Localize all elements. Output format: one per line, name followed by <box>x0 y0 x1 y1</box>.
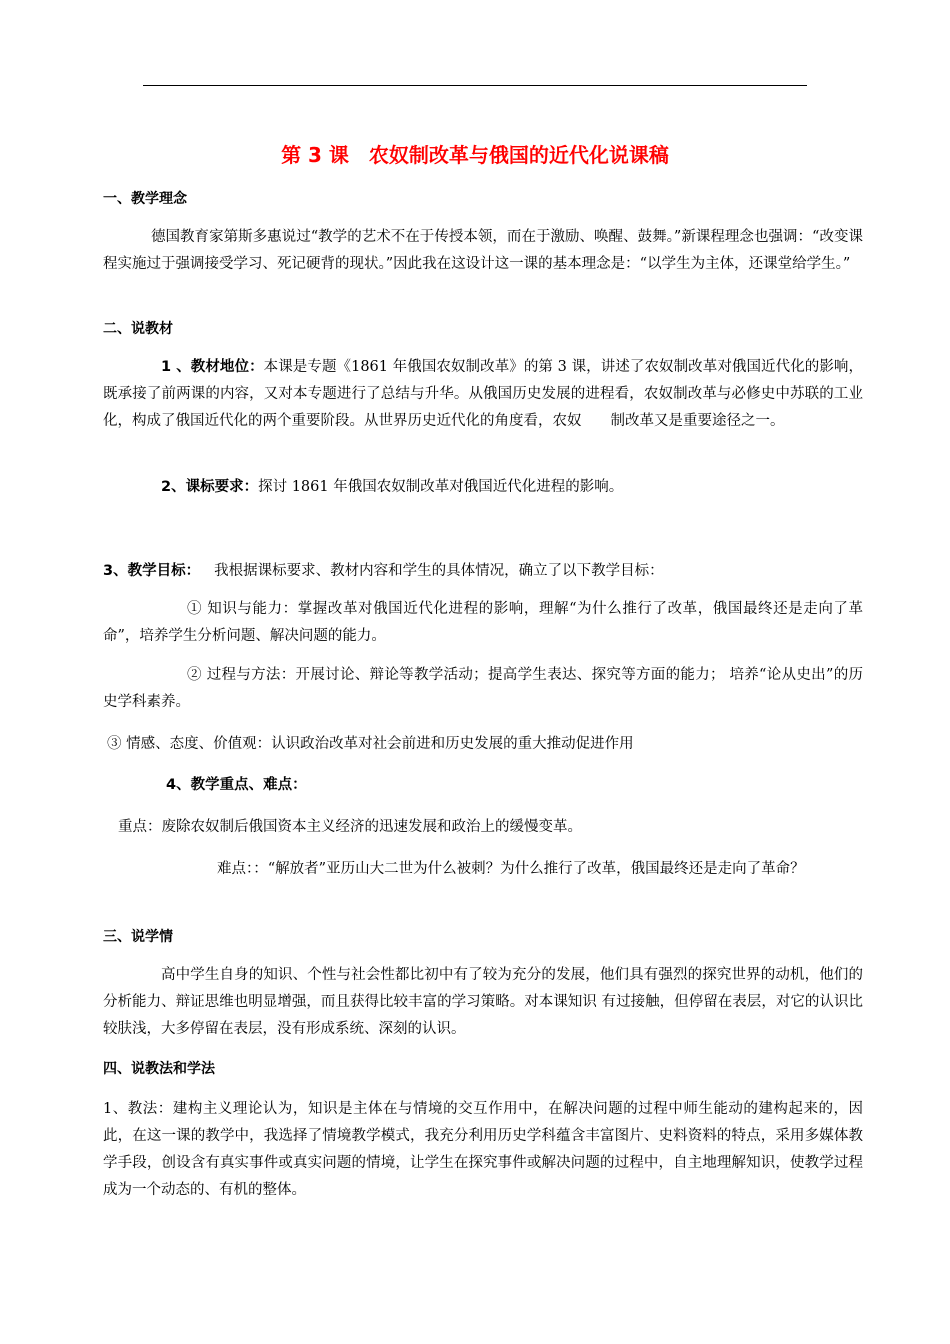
philosophy-paragraph: 德国教育家第斯多惠说过“教学的艺术不在于传授本领，而在于激励、唤醒、鼓舞。”新课程理念也强调：“改变课程实施过于强调接受学习、死记硬背的现状。”因此我在这设计这一课的基本理念是：“以学生为主体，还课堂给学生。” <box>103 229 863 272</box>
key-points-heading: 4、教学重点、难点： <box>166 777 307 793</box>
teaching-goals-text: 我根据课标要求、教材内容和学生的具体情况，确立了以下教学目标： <box>214 563 664 579</box>
section-heading-students: 三、说学情 <box>103 929 173 945</box>
section-heading-philosophy: 一、教学理念 <box>103 191 187 207</box>
goal-emotion: ③ 情感、态度、价值观：认识政治改革对社会前进和历史发展的重大推动促进作用 <box>107 736 634 752</box>
teaching-goals-label: 3、教学目标： <box>103 563 201 579</box>
goal-knowledge: ① 知识与能力：掌握改革对俄国近代化进程的影响，理解“为什么推行了改革，俄国最终还是走向了革命”，培养学生分析问题、解决问题的能力。 <box>103 601 863 644</box>
students-paragraph: 高中学生自身的知识、个性与社会性都比初中有了较为充分的发展，他们具有强烈的探究世界的动机，他们的分析能力、辩证思维也明显增强，而且获得比较丰富的学习策略。对本课知识 有过接触，但停留在表层，对它的认识比较肤浅，大多停留在表层，没有形成系统、深刻的认识。 <box>103 967 863 1037</box>
curriculum-requirement <box>103 474 863 501</box>
difficulty-point: 难点：：“解放者”亚历山大二世为什么被刺？为什么推行了改革，俄国最终还是走向了革命？ <box>217 861 805 877</box>
methods-paragraph: 1、教法：建构主义理论认为，知识是主体在与情境的交互作用中，在解决问题的过程中师生能动的建构起来的，因此，在这一课的教学中，我选择了情境教学模式，我充分利用历史学科蕴含丰富图片、史料资料的特点，采用多媒体教学手段，创设含有真实事件或真实问题的情境，让学生在探究事件或解决问题的过程中，自主地理解知识，使教学过程成为一个动态的、有机的整体。 <box>103 1101 863 1198</box>
textbook-status-text: 本课是专题《1861 年俄国农奴制改革》的第 3 课，讲述了农奴制改革对俄国近代化的影响，既承接了前两课的内容，又对本专题进行了总结与升华。从俄国历史发展的进程看，农奴制改革与必修史中苏联的工业化，构成了俄国近代化的两个重要阶段。从世界历史近代化的角度看，农奴 制改革又是重要途径之一。 <box>103 359 863 429</box>
textbook-status-label: 1 、教材地位： <box>161 359 264 375</box>
section-heading-textbook: 二、说教材 <box>103 321 173 337</box>
key-point: 重点：废除农奴制后俄国资本主义经济的迅速发展和政治上的缓慢变革。 <box>118 819 582 835</box>
teaching-goals-intro <box>103 558 863 585</box>
document-title: 第 3 课 农奴制改革与俄国的近代化说课稿 <box>281 143 669 167</box>
textbook-status-paragraph <box>103 354 863 435</box>
goal-process: ② 过程与方法：开展讨论、辩论等教学活动；提高学生表达、探究等方面的能力； 培养“论从史出”的历史学科素养。 <box>103 667 863 710</box>
curriculum-requirement-label: 2、课标要求： <box>161 479 259 495</box>
header-rule <box>143 85 807 86</box>
section-heading-methods: 四、说教法和学法 <box>103 1061 215 1077</box>
curriculum-requirement-text: 探讨 1861 年俄国农奴制改革对俄国近代化进程的影响。 <box>258 479 624 495</box>
